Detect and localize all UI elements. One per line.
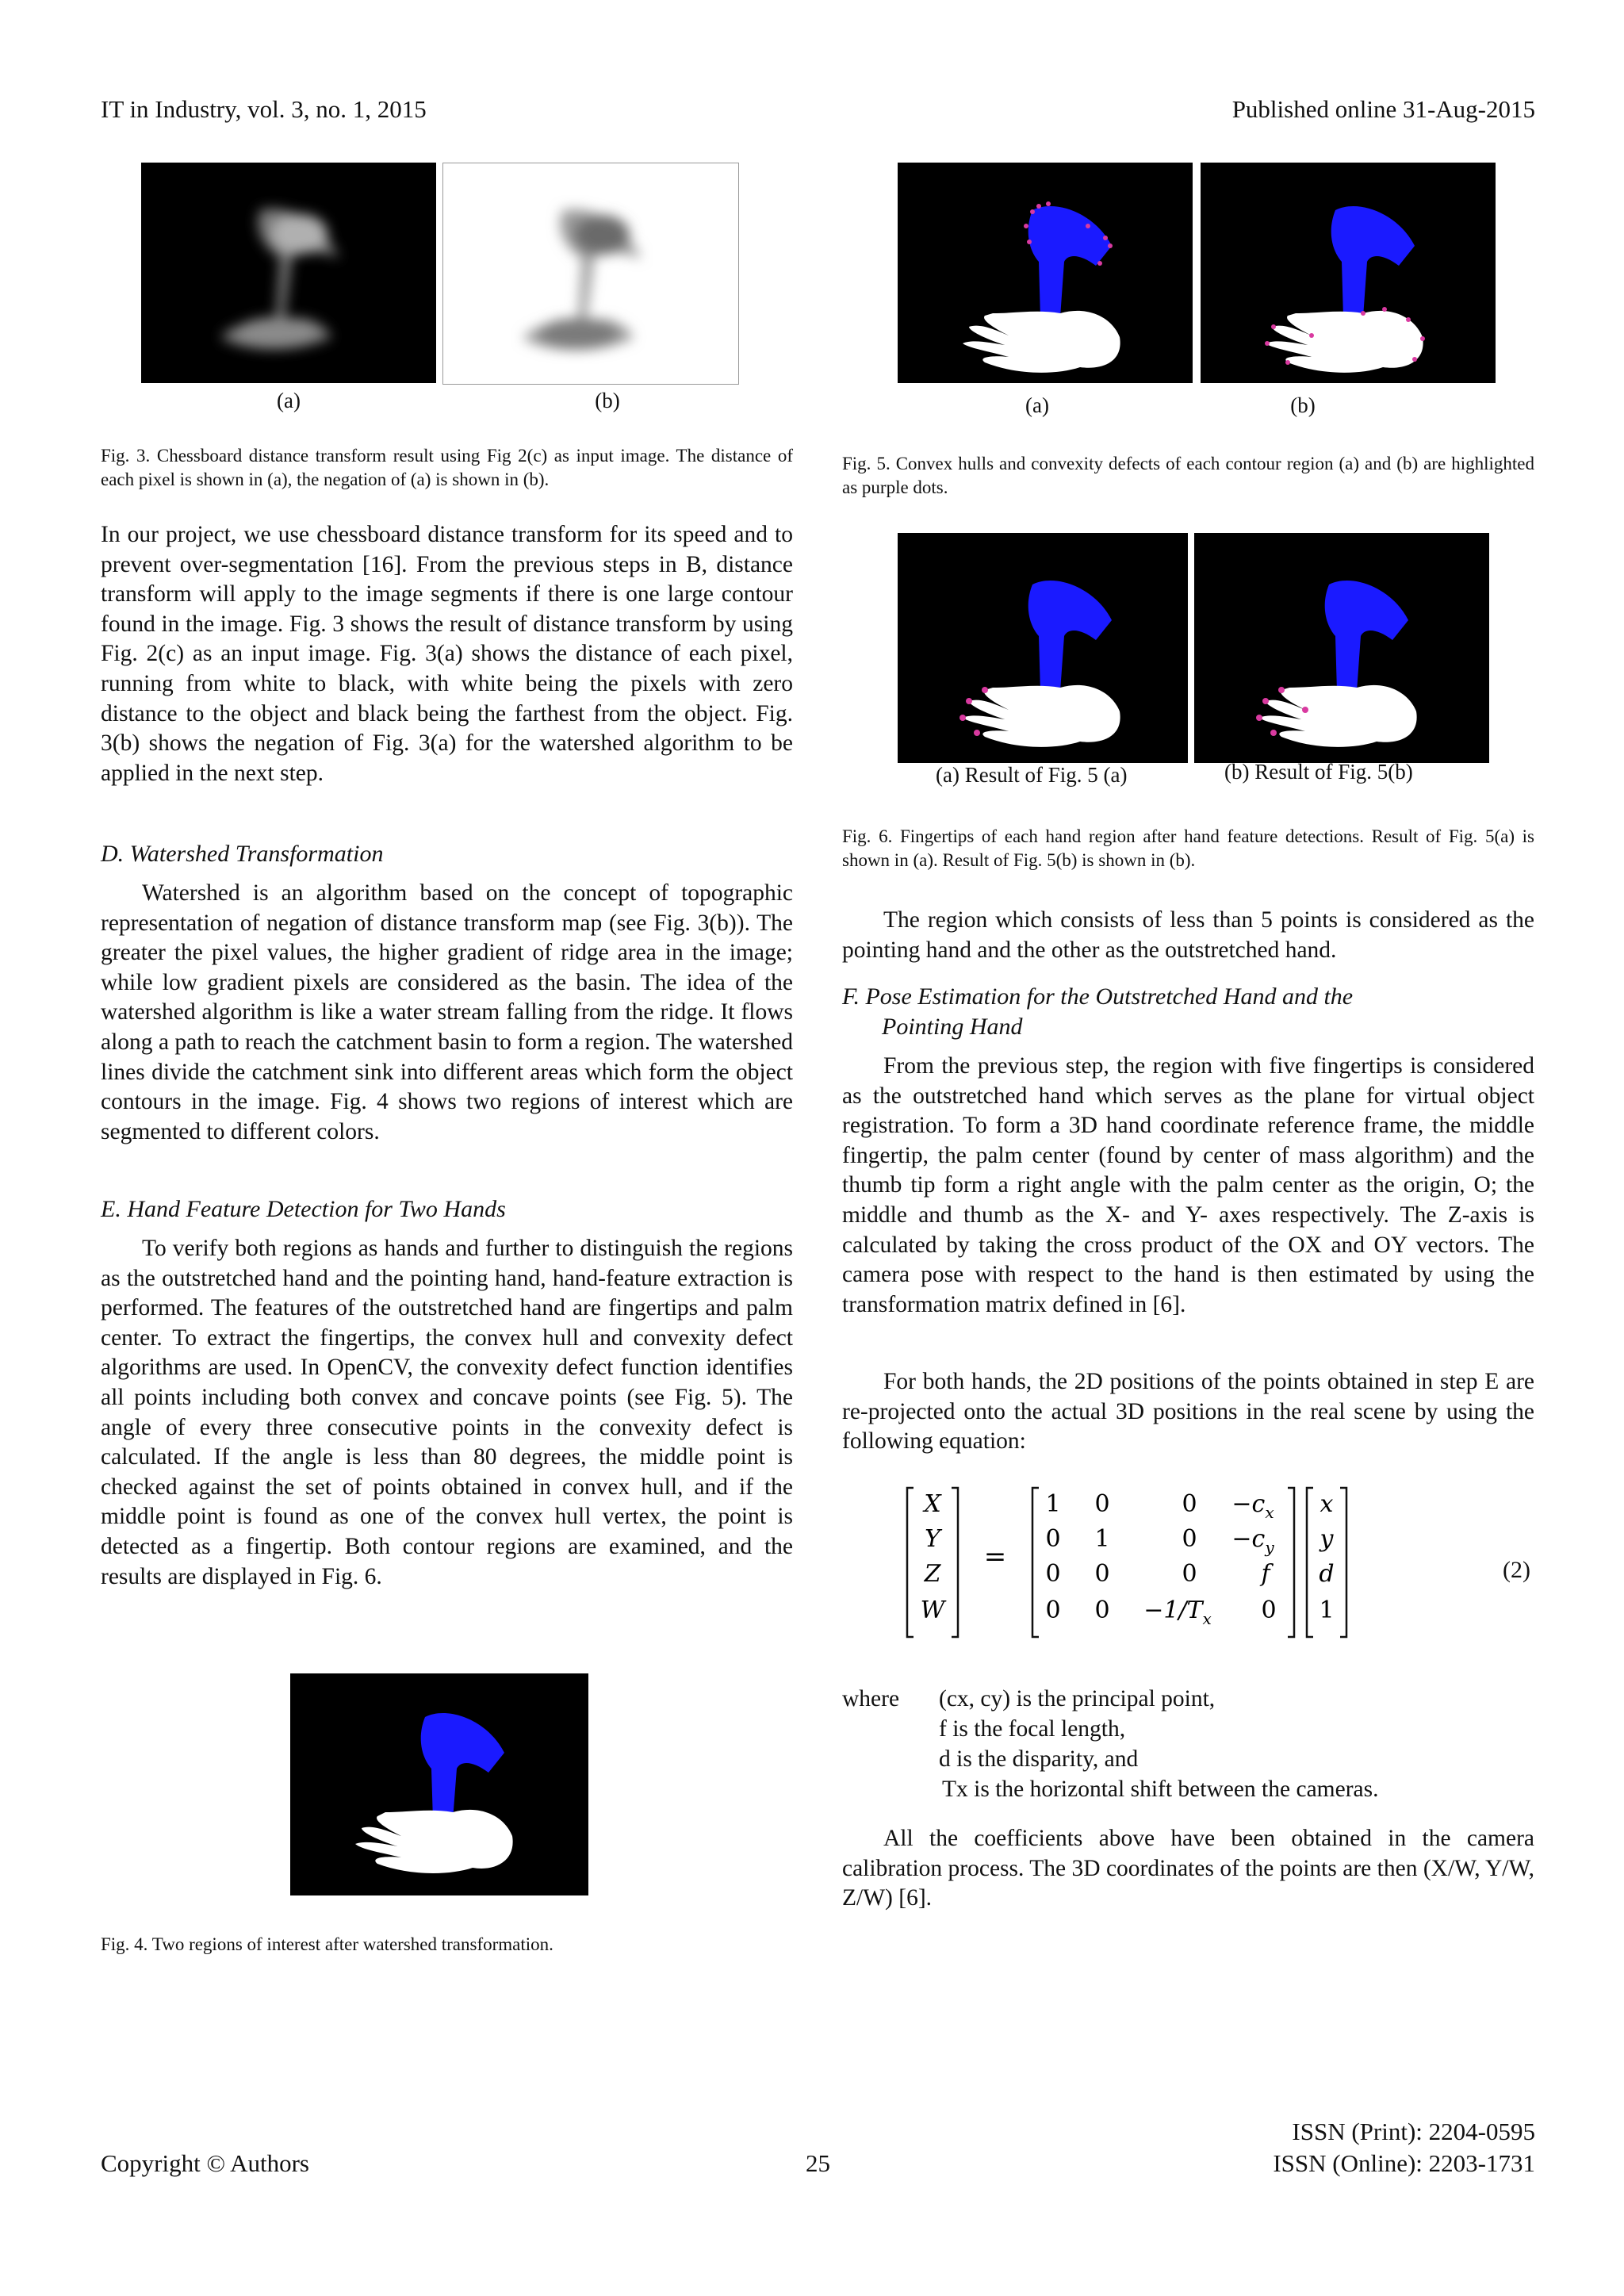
right-paragraph-3: All the coefficients above have been obtained in the camera calibration process. The 3D coordinates of the points are then (X/W, Y/W, Z/W) [6]. xyxy=(842,1826,1534,1911)
m-2-1: 0 xyxy=(1094,1560,1110,1588)
page-number: 25 xyxy=(806,2149,830,2177)
rhs-y: y xyxy=(1320,1525,1334,1553)
fig4-caption: Fig. 4. Two regions of interest after watershed transformation. xyxy=(101,1934,553,1954)
m-3-3: 0 xyxy=(1261,1596,1277,1624)
section-e-paragraph: To verify both regions as hands and further to distinguish the regions as the outstretched hand and the pointing hand, hand-feature extraction is performed. The features of the outstretched hand are fingertips and palm center. To extract the fingertips, the convex hull and convexity defect algorithms are used. In OpenCV, the convexity defect function identifies all points including both convex and concave points (see Fig. 5). The angle of every three consecutive points in the convexity defect is calculated. If the angle is less than 80 degrees, the middle point is checked against the set of points obtained in convex hull, and if the middle point is found as one of the convex hull vertex, the point is detected as a fingertip. Both contour regions are examined, and the results are displayed in Fig. 6. xyxy=(101,1236,793,1589)
section-f-paragraph: From the previous step, the region with five fingertips is considered as the outstretched hand which serves as the plane for virtual object registration. To form a 3D hand coordinate reference frame, the middle fingertip, the palm center (found by center of mass algorithm) and the thumb tip form a right angle with the palm center as the origin, O; the middle and thumb as the X- and Y- axes respectively. The Z-axis is calculated by taking the cross product of the OX and OY vectors. The camera pose with respect to the hand is then estimated by using the transformation matrix defined in [6]. xyxy=(842,1053,1534,1317)
fig5-label-b: (b) xyxy=(1290,393,1316,417)
fig6a-image xyxy=(898,533,1188,763)
m-1-1: 1 xyxy=(1094,1525,1110,1553)
m-0-1: 0 xyxy=(1094,1490,1110,1518)
section-f-heading-line1: F. Pose Estimation for the Outstretched Hand and the xyxy=(842,983,1354,1010)
sub-tx: x xyxy=(1202,1609,1212,1628)
section-f-heading-line2: Pointing Hand xyxy=(882,1014,1023,1040)
m-3-0: 0 xyxy=(1045,1596,1061,1624)
fig5-caption: Fig. 5. Convex hulls and convexity defects of each contour region (a) and (b) are highlighted as purple dots. xyxy=(842,454,1534,497)
fig3-label-a: (a) xyxy=(277,389,301,412)
issn-online: ISSN (Online): 2203-1731 xyxy=(1273,2149,1535,2177)
where-item-2: f is the focal length, xyxy=(939,1716,1126,1742)
fig5-label-a: (a) xyxy=(1025,393,1049,417)
m-1-3: $-c_y$ xyxy=(1231,1525,1274,1557)
sub-x: x xyxy=(1265,1503,1274,1522)
sub-y: y xyxy=(1265,1538,1274,1557)
where-item-1: (cx, cy) is the principal point, xyxy=(939,1686,1216,1711)
fig3-caption: Fig. 3. Chessboard distance transform result using Fig 2(c) as input image. The distance of each pixel is shown in (a), the negation of (a) is shown in (b). xyxy=(101,446,793,489)
right-paragraph-1: The region which consists of less than 5 points is considered as the pointing hand and the other as the outstretched hand. xyxy=(842,907,1534,963)
m-3-1: 0 xyxy=(1094,1596,1110,1624)
m-0-3: $-c_x$ xyxy=(1231,1490,1274,1522)
section-d-heading: D. Watershed Transformation xyxy=(101,841,384,867)
lhs-w: W xyxy=(920,1596,945,1624)
lhs-x: X xyxy=(924,1490,941,1518)
m-2-2: 0 xyxy=(1182,1560,1197,1588)
m-0-0: 1 xyxy=(1045,1490,1061,1518)
m-3-2: $-1/T_x$ xyxy=(1143,1596,1212,1628)
fig3a-image xyxy=(141,163,436,383)
fig4-image xyxy=(290,1673,588,1895)
rhs-one: 1 xyxy=(1319,1596,1335,1624)
fig5b-image xyxy=(1201,163,1496,383)
section-e-heading: E. Hand Feature Detection for Two Hands xyxy=(101,1196,506,1222)
m-2-3: f xyxy=(1261,1560,1270,1588)
fig3b-image xyxy=(442,163,739,385)
fig6-caption: Fig. 6. Fingertips of each hand region after hand feature detections. Result of Fig. 5(a) is shown in (a). Result of Fig. 5(b) is shown in (b). xyxy=(842,826,1534,870)
equation-2 xyxy=(904,1483,1380,1642)
left-paragraph-1: In our project, we use chessboard distance transform for its speed and to prevent over-segmentation [16]. From the previous steps in B, distance transform will apply to the image segments if there is one large contour found in the image. Fig. 3 shows the result of distance transform by using Fig. 2(c) as an input image. Fig. 3(a) shows the distance of each pixel, running from white to black, with white being the pixels with zero distance to the object and black being the farthest from the object. Fig. 3(b) shows the negation of Fig. 3(a) for the watershed algorithm to be applied in the next step. xyxy=(101,522,793,786)
equals-sign: = xyxy=(983,1541,1007,1573)
equation-number: (2) xyxy=(1503,1557,1530,1583)
fig6-label-a: (a) Result of Fig. 5 (a) xyxy=(936,763,1128,787)
m-1-0: 0 xyxy=(1045,1525,1061,1553)
right-paragraph-2: For both hands, the 2D positions of the points obtained in step E are re-projected onto the actual 3D positions in the real scene by using the following equation: xyxy=(842,1369,1534,1455)
published-date: Published online 31-Aug-2015 xyxy=(1231,95,1535,123)
m-0-2: 0 xyxy=(1182,1490,1197,1518)
m-2-0: 0 xyxy=(1045,1560,1061,1588)
rhs-d: d xyxy=(1319,1560,1335,1588)
issn-print: ISSN (Print): 2204-0595 xyxy=(1292,2118,1535,2145)
lhs-z: Z xyxy=(924,1560,941,1588)
fig6-label-b: (b) Result of Fig. 5(b) xyxy=(1224,760,1413,784)
copyright: Copyright © Authors xyxy=(101,2149,309,2177)
where-item-3: d is the disparity, and xyxy=(939,1746,1139,1772)
section-d-paragraph: Watershed is an algorithm based on the concept of topographic representation of negation of distance transform map (see Fig. 3(b)). The greater the pixel values, the higher gradient of ridge area in the image; while low gradient pixels are considered as the basin. The idea of the watershed algorithm is like a water stream falling from the ridge. It flows along a path to reach the catchment basin to form a region. The watershed lines divide the catchment sink into different areas which form the object contours in the image. Fig. 4 shows two regions of interest which are segmented to different colors. xyxy=(101,880,793,1144)
lhs-y: Y xyxy=(925,1525,940,1553)
fig5a-image xyxy=(898,163,1193,383)
where-label: where xyxy=(842,1686,900,1711)
fig3-label-b: (b) xyxy=(595,389,620,412)
rhs-x: x xyxy=(1320,1490,1334,1518)
journal-header: IT in Industry, vol. 3, no. 1, 2015 xyxy=(101,95,427,123)
fig6b-image xyxy=(1194,533,1489,763)
where-item-4: Tx is the horizontal shift between the cameras. xyxy=(942,1777,1379,1802)
m-1-2: 0 xyxy=(1182,1525,1197,1553)
